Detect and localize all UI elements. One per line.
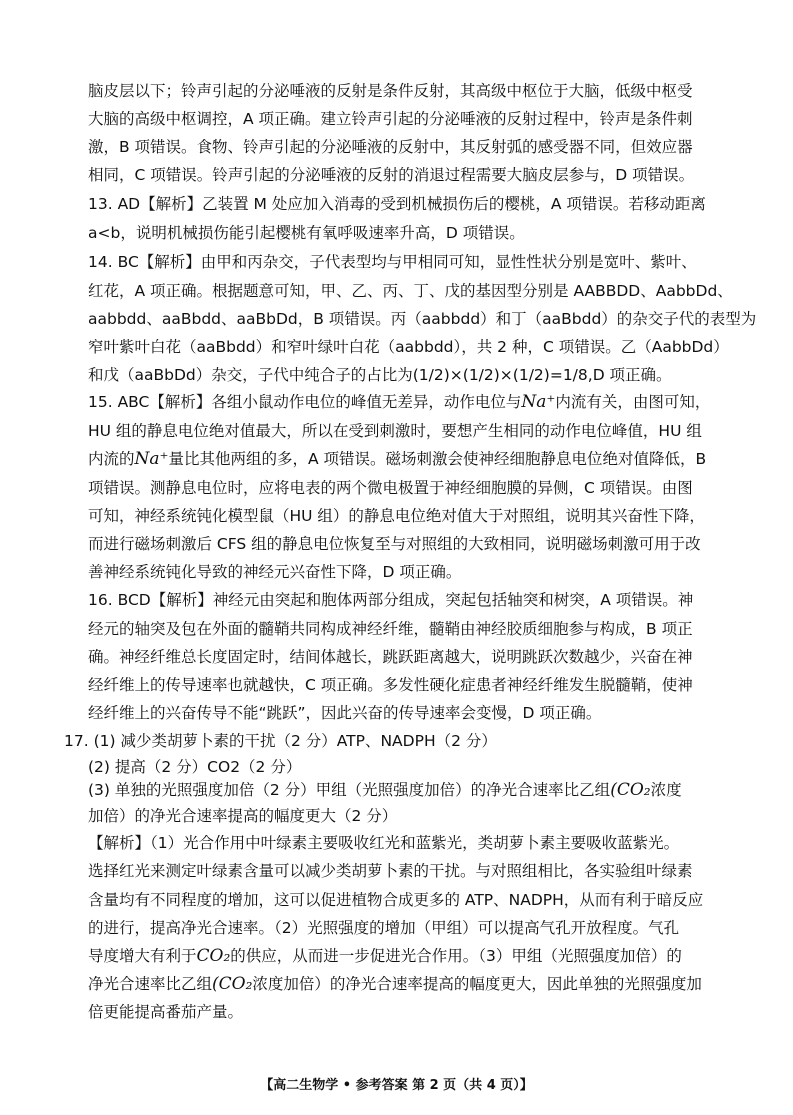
text-line: 而进行磁场刺激后 CFS 组的静息电位恢复至与对照组的大致相同，说明磁场刺激可用于改: [88, 535, 701, 553]
co2-formula: (CO₂: [610, 780, 651, 800]
text-line: 加倍）的净光合速率提高的幅度更大（2 分）: [88, 807, 398, 825]
answer-16-line: 16. BCD【解析】神经元由突起和胞体两部分组成，突起包括轴突和树突，A 项错误。神: [88, 591, 694, 609]
text-line: 可知，神经系统钝化模型鼠（HU 组）的静息电位绝对值大于对照组，说明其兴奋性下降，: [88, 507, 705, 525]
text-line: 的进行，提高净光合速率。（2）光照强度的增加（甲组）可以提高气孔开放程度。气孔: [88, 919, 680, 937]
text-segment: 净光合速率比乙组: [88, 975, 213, 993]
text-line: a<b，说明机械损伤能引起樱桃有氧呼吸速率升高，D 项错误。: [88, 224, 525, 242]
text-line: 经元的轴突及包在外面的髓鞘共同构成神经纤维，髓鞘由神经胶质细胞参与构成，B 项正: [88, 620, 693, 638]
text-segment: 15. ABC【解析】各组小鼠动作电位的峰值无差异，动作电位与: [88, 393, 522, 411]
page-footer: 【高二生物学 • 参考答案 第 2 页（共 4 页）】: [260, 1078, 533, 1093]
text-line: 窄叶紫叶白花（aaBbdd）和窄叶绿叶白花（aabbdd），共 2 种，C 项错误。乙（AabbDd）: [88, 338, 729, 356]
co2-formula: CO₂: [196, 946, 231, 966]
text-line: 经纤维上的兴奋传导不能“跳跃”，因此兴奋的传导速率会变慢，D 项正确。: [88, 704, 602, 722]
answer-17-part-3: [88, 779, 682, 801]
answer-13-line: 13. AD【解析】乙装置 M 处应加入消毒的受到机械损伤后的樱桃，A 项错误。若移动距离: [88, 195, 706, 213]
text-line: 确。神经纤维总长度固定时，结间体越长，跳跃距离越大，说明跳跃次数越少，兴奋在神: [88, 648, 693, 666]
answer-14-line: 14. BC【解析】由甲和丙杂交，子代表型均与甲相同可知，显性性状分别是宽叶、紫叶、: [88, 253, 697, 271]
text-line: 相同，C 项错误。铃声引起的分泌唾液的反射的消退过程需要大脑皮层参与，D 项错误。: [88, 166, 695, 184]
text-line: 善神经系统钝化导致的神经元兴奋性下降，D 项正确。: [88, 563, 462, 581]
text-line: 红花，A 项正确。根据题意可知，甲、乙、丙、丁、戊的基因型分别是 AABBDD、AabbDd、: [88, 282, 733, 300]
sodium-ion-formula: Na⁺: [134, 449, 169, 469]
sodium-ion-formula: Na⁺: [521, 392, 556, 412]
text-line: 大脑的高级中枢调控，A 项正确。建立铃声引起的分泌唾液的反射过程中，铃声是条件刺: [88, 110, 693, 128]
text-line: 经纤维上的传导速率也就越快，C 项正确。多发性硬化症患者神经纤维发生脱髓鞘，使神: [88, 676, 693, 694]
text-line: 项错误。测静息电位时，应将电表的两个微电极置于神经细胞膜的异侧，C 项错误。由图: [88, 479, 693, 497]
text-line: aabbdd、aaBbdd、aaBbDd，B 项错误。丙（aabbdd）和丁（aaBbdd）的杂交子代的表型为: [88, 310, 757, 328]
text-line: 激，B 项错误。食物、铃声引起的分泌唾液的反射中，其反射弧的感受器不同，但效应器: [88, 138, 693, 156]
text-line: 含量均有不同程度的增加，这可以促进植物合成更多的 ATP、NADPH，从而有利于暗反应: [88, 891, 704, 909]
answer-17-line: 17. (1) 减少类胡萝卜素的干扰（2 分）ATP、NADPH（2 分）: [64, 732, 497, 750]
text-segment: 导度增大有利于: [88, 947, 197, 965]
text-line: 和戊（aaBbDd）杂交，子代中纯合子的占比为(1/2)×(1/2)×(1/2)=1/8,D 项正确。: [88, 366, 672, 384]
answer-17-part-2: (2) 提高（2 分）CO2（2 分）: [88, 758, 302, 776]
text-segment: 量比其他两组的多，A 项错误。磁场刺激会使神经细胞静息电位绝对值降低，B: [168, 450, 707, 468]
text-line: 倍更能提高番茄产量。: [88, 1003, 244, 1021]
text-segment: (3) 单独的光照强度加倍（2 分）甲组（光照强度加倍）的净光合速率比乙组: [88, 781, 611, 799]
text-line: [88, 448, 706, 470]
text-segment: 的供应，从而进一步促进光合作用。（3）甲组（光照强度加倍）的: [230, 947, 682, 965]
answer-15-line: [88, 391, 710, 413]
text-segment: 浓度加倍）的净光合速率提高的幅度更大，因此单独的光照强度加: [252, 975, 702, 993]
text-segment: 内流有关，由图可知，: [555, 393, 711, 411]
text-segment: 内流的: [88, 450, 135, 468]
text-line: HU 组的静息电位绝对值最大，所以在受到刺激时，要想产生相同的动作电位峰值，HU 组: [88, 422, 702, 440]
text-line: [88, 973, 702, 995]
co2-formula: (CO₂: [212, 974, 253, 994]
text-line: 选择红光来测定叶绿素含量可以减少类胡萝卜素的干扰。与对照组相比，各实验组叶绿素: [88, 862, 693, 880]
text-segment: 浓度: [650, 781, 682, 799]
explanation-line: 【解析】（1）光合作用中叶绿素主要吸收红光和蓝紫光，类胡萝卜素主要吸收蓝紫光。: [88, 834, 680, 852]
text-line: [88, 945, 682, 967]
text-line: 脑皮层以下；铃声引起的分泌唾液的反射是条件反射，其高级中枢位于大脑，低级中枢受: [88, 82, 693, 100]
